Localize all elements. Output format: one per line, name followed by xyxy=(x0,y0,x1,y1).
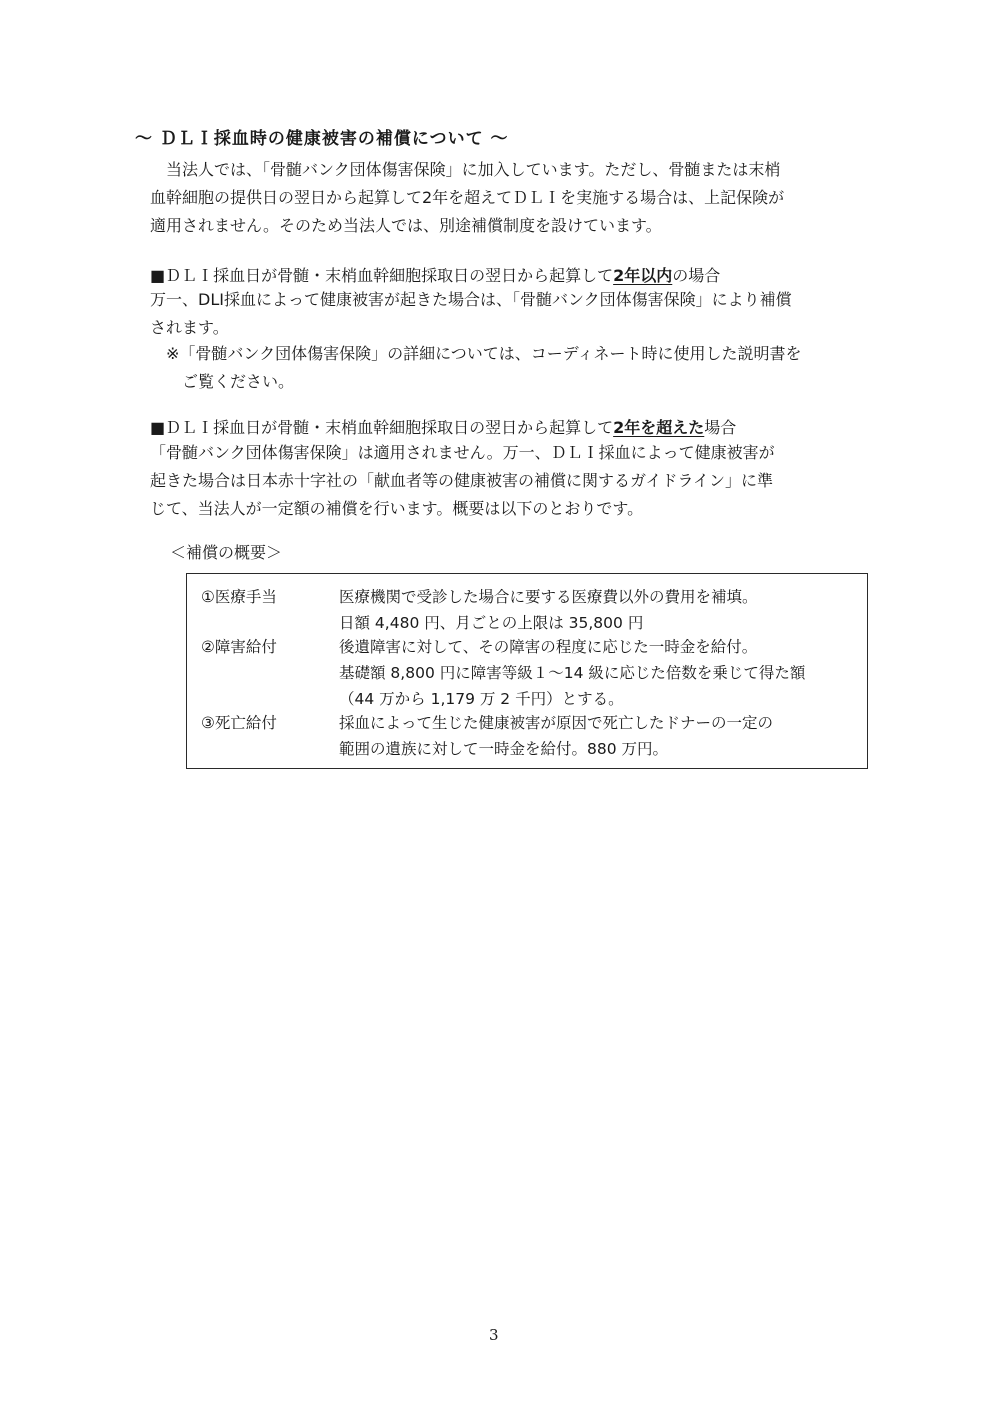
section2-body-line: 起きた場合は日本赤十字社の「献血者等の健康被害の補償に関するガイドライン」に準 xyxy=(150,471,774,490)
summary-description-line: 基礎額 8,800 円に障害等級１～14 級に応じた倍数を乗じて得た額 xyxy=(339,664,806,682)
section2-body-line: じて、当法人が一定額の補償を行います。概要は以下のとおりです。 xyxy=(150,499,644,518)
summary-term: ②障害給付 xyxy=(201,638,277,656)
summary-term: ③死亡給付 xyxy=(201,714,277,732)
section1-heading-prefix: ■ＤＬＩ採血日が骨髄・末梢血幹細胞採取日の翌日から起算して xyxy=(150,266,614,285)
section1-note-line: ご覧ください。 xyxy=(166,372,295,391)
section1-body-line: されます。 xyxy=(150,318,229,337)
section2-heading-suffix: 場合 xyxy=(704,418,737,437)
summary-description xyxy=(339,710,773,762)
summary-description-line: 医療機関で受診した場合に要する医療費以外の費用を補填。 xyxy=(339,588,758,606)
summary-description xyxy=(339,634,805,712)
summary-description-line: 範囲の遺族に対して一時金を給付。880 万円。 xyxy=(339,740,669,758)
summary-description xyxy=(339,584,758,636)
section1-body-line: 万一、DLI採血によって健康被害が起きた場合は、「骨髄バンク団体傷害保険」により補償 xyxy=(150,290,792,309)
summary-description-line: 採血によって生じた健康被害が原因で死亡したドナーの一定の xyxy=(339,714,774,732)
summary-term: ①医療手当 xyxy=(201,588,277,606)
intro-line: 血幹細胞の提供日の翌日から起算して2年を超えてＤＬＩを実施する場合は、上記保険が xyxy=(150,188,785,207)
section2-heading-emphasis: 2年を超えた xyxy=(613,418,705,437)
intro-line: 適用されません。そのため当法人では、別途補償制度を設けています。 xyxy=(150,216,662,235)
page-title: ～ ＤＬＩ採血時の健康被害の補償について ～ xyxy=(135,129,509,149)
page-number: 3 xyxy=(489,1326,499,1344)
summary-description-line: 後遺障害に対して、その障害の程度に応じた一時金を給付。 xyxy=(339,638,758,656)
section1-note xyxy=(166,340,878,396)
section1-heading-suffix: の場合 xyxy=(672,266,721,285)
section1-heading-emphasis: 2年以内 xyxy=(613,266,673,285)
summary-label: ＜補償の概要＞ xyxy=(170,543,283,562)
section1-body xyxy=(150,286,862,342)
summary-description-line: （44 万から 1,179 万 2 千円）とする。 xyxy=(339,690,624,708)
section2-heading xyxy=(150,414,862,442)
section2-heading-prefix: ■ＤＬＩ採血日が骨髄・末梢血幹細胞採取日の翌日から起算して xyxy=(150,418,614,437)
intro-paragraph xyxy=(150,156,862,240)
section1-note-line: ※「骨髄バンク団体傷害保険」の詳細については、コーディネート時に使用した説明書を xyxy=(166,344,802,363)
summary-description-line: 日額 4,480 円、月ごとの上限は 35,800 円 xyxy=(339,614,644,632)
summary-box xyxy=(186,573,868,769)
intro-line: 当法人では、「骨髄バンク団体傷害保険」に加入しています。ただし、骨髄または末梢 xyxy=(166,160,781,179)
section2-body-line: 「骨髄バンク団体傷害保険」は適用されません。万一、ＤＬＩ採血によって健康被害が xyxy=(150,443,775,462)
section2-body xyxy=(150,439,862,523)
